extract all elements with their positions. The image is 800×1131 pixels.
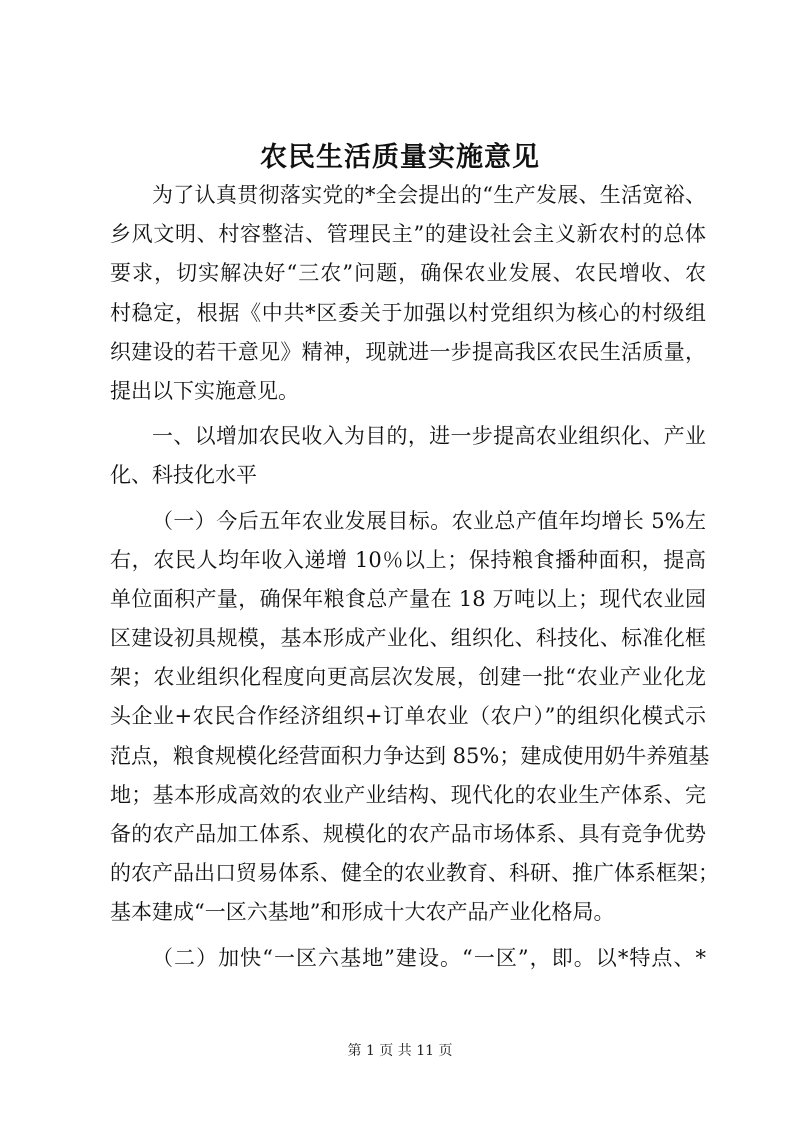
paragraph-line: 村稳定，根据《中共*区委关于加强以村党组织为核心的村级组 bbox=[110, 300, 706, 325]
paragraph-line: 基本建成“一区六基地”和形成十大农产品产业化格局。 bbox=[110, 900, 615, 925]
paragraph-line: 头企业+农民合作经济组织+订单农业（农户）”的组织化模式示 bbox=[110, 704, 706, 729]
paragraph-one-zone bbox=[110, 939, 706, 978]
paragraph-line: 范点，粮食规模化经营面积力争达到 85%；建成使用奶牛养殖基 bbox=[110, 743, 710, 768]
paragraph-line: 单位面积产量，确保年粮食总产量在 18 万吨以上；现代农业园 bbox=[110, 586, 706, 611]
paragraph-line: 区建设初具规模，基本形成产业化、组织化、科技化、标准化框 bbox=[110, 626, 706, 651]
paragraph-line: 化、科技化水平 bbox=[110, 463, 257, 488]
document-title: 农民生活质量实施意见 bbox=[260, 142, 540, 173]
paragraph-line: 右，农民人均年收入递增 10％以上；保持粮食播种面积，提高 bbox=[110, 547, 706, 572]
paragraph-intro bbox=[110, 176, 706, 411]
paragraph-line: 要求，切实解决好“三农”问题，确保农业发展、农民增收、农 bbox=[110, 261, 706, 286]
paragraph-line: 织建设的若干意见》精神，现就进一步提高我区农民生活质量， bbox=[110, 339, 706, 364]
paragraph-line: 提出以下实施意见。 bbox=[110, 378, 299, 403]
document-body bbox=[110, 176, 719, 978]
paragraph-line: 架；农业组织化程度向更高层次发展，创建一批“农业产业化龙 bbox=[110, 665, 706, 690]
paragraph-goals bbox=[110, 502, 719, 933]
paragraph-line: 的农产品出口贸易体系、健全的农业教育、科研、推广体系框架； bbox=[110, 861, 719, 886]
paragraph-line: 地；基本形成高效的农业产业结构、现代化的农业生产体系、完 bbox=[110, 782, 706, 807]
paragraph-line: 乡风文明、村容整洁、管理民主”的建设社会主义新农村的总体 bbox=[110, 222, 706, 247]
paragraph-line: 备的农产品加工体系、规模化的农产品市场体系、具有竞争优势 bbox=[110, 822, 706, 846]
paragraph-line: 一、以增加农民收入为目的，进一步提高农业组织化、产业 bbox=[152, 424, 706, 449]
paragraph-line: （一）今后五年农业发展目标。农业总产值年均增长 5%左 bbox=[152, 508, 706, 533]
paragraph-line: （二）加快“一区六基地”建设。“一区”，即。以*特点、* bbox=[152, 945, 706, 970]
page-number-footer: 第 1 页 共 11 页 bbox=[347, 1043, 453, 1059]
paragraph-line: 为了认真贯彻落实党的*全会提出的“生产发展、生活宽裕、 bbox=[152, 183, 706, 207]
section-heading bbox=[110, 417, 706, 495]
